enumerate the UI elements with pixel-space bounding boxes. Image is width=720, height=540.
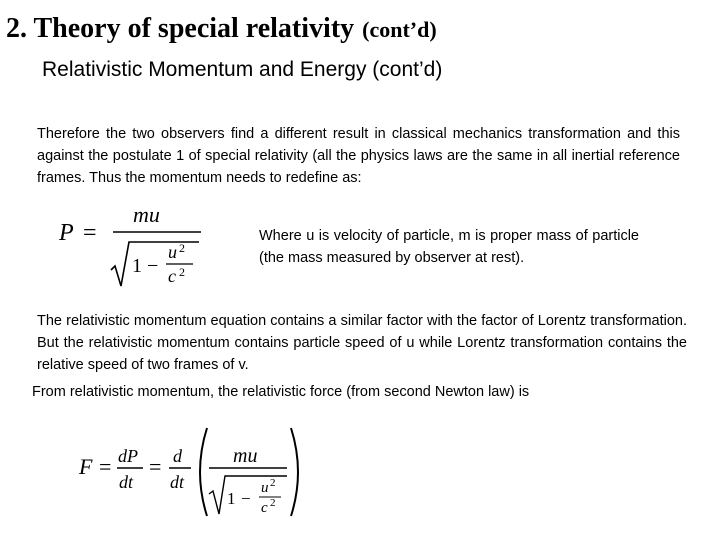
eq2-d: d <box>173 446 182 466</box>
paragraph-force: From relativistic momentum, the relativistic force (from second Newton law) is <box>32 384 530 400</box>
eq1-one: 1 <box>132 255 142 277</box>
eq1-c-power: 2 <box>179 265 185 279</box>
eq2-equals-1: = <box>99 454 112 479</box>
eq2-numerator: mu <box>233 445 258 467</box>
eq1-numerator: mu <box>133 202 160 227</box>
eq2-c-power: 2 <box>270 497 276 509</box>
eq2-u: u <box>261 480 269 496</box>
slide-title-cont: (cont’d) <box>362 17 437 42</box>
paragraph-lorentz: The relativistic momentum equation contains a similar factor with the factor of Lorentz transformation. But the relativistic momentum contains particle speed of u while Lorentz transformation contains the relative speed of two frames of v. <box>37 313 687 373</box>
eq1-u-power: 2 <box>179 241 185 255</box>
eq2-left-paren <box>200 428 207 516</box>
paragraph-definitions: Where u is velocity of particle, m is proper mass of particle (the mass measured by observer at rest). <box>259 228 639 266</box>
slide-title <box>6 8 437 45</box>
eq2-dP: dP <box>118 446 138 466</box>
eq1-lhs: P <box>59 220 74 246</box>
eq2-minus: − <box>241 489 251 508</box>
momentum-equation <box>55 200 205 297</box>
eq2-c: c <box>261 500 268 516</box>
eq1-u: u <box>168 242 177 262</box>
paragraph-intro: Therefore the two observers find a different result in classical mechanics transformation and this against the postulate 1 of special relativity (all the physics laws are the same in all inertial reference frames. Thus the momentum needs to redefine as: <box>37 126 680 186</box>
eq2-right-paren <box>291 428 298 516</box>
slide-subtitle: Relativistic Momentum and Energy (cont’d) <box>42 58 443 81</box>
eq1-equals: = <box>83 220 97 246</box>
eq2-lhs: F <box>79 454 93 479</box>
eq2-dt-2: dt <box>170 472 185 492</box>
eq2-u-power: 2 <box>270 477 276 489</box>
force-equation <box>75 422 315 527</box>
eq2-one: 1 <box>227 489 236 508</box>
eq1-c: c <box>168 266 176 286</box>
eq2-dt-1: dt <box>119 472 134 492</box>
eq1-minus: − <box>147 255 159 277</box>
eq2-equals-2: = <box>149 454 162 479</box>
slide-title-main: 2. Theory of special relativity <box>6 13 355 44</box>
